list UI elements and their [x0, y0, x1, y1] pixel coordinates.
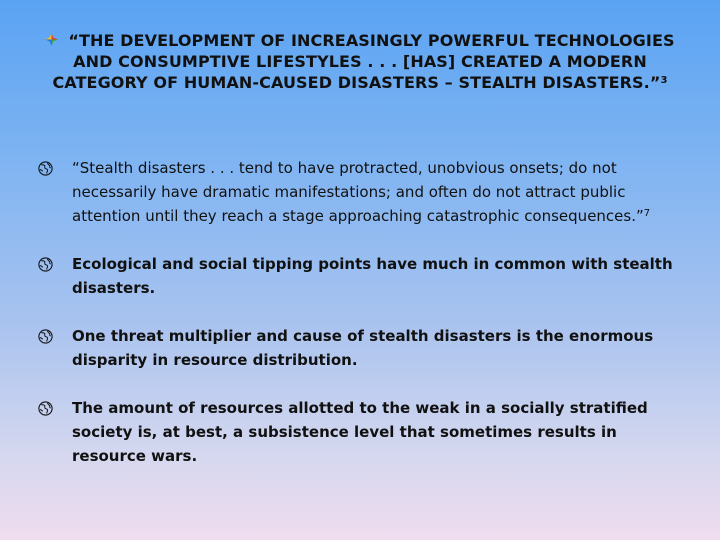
bullet-footnote-1: 7 — [643, 208, 651, 219]
bullet-item-3 — [30, 324, 690, 372]
globe-icon — [38, 257, 53, 272]
bullet-list — [30, 156, 690, 468]
bullet-item-1 — [30, 156, 690, 228]
bullet-text-4: The amount of resources allotted to the weak in a socially stratified society is, at best, a subsistence level that sometimes results in resource wars. — [72, 399, 648, 465]
bullet-item-2 — [30, 252, 690, 300]
bullet-text-3: One threat multiplier and cause of stealth disasters is the enormous disparity in resource distribution. — [72, 327, 654, 369]
slide-title-text: “THE DEVELOPMENT OF INCREASINGLY POWERFUL TECHNOLOGIES AND CONSUMPTIVE LIFESTYLES . . . [HAS] CREATED A MODERN CATEGORY OF HUMAN-CAUSED DISASTERS – STEALTH DISASTERS.” — [52, 31, 675, 92]
bullet-text-1: “Stealth disasters . . . tend to have protracted, unobvious onsets; do not necessarily have dramatic manifestations; and often do not attract public attention until they reach a stage approaching catastrophic consequences.” — [72, 159, 644, 225]
globe-icon — [38, 401, 53, 416]
globe-icon — [38, 161, 53, 176]
four-color-diamond-icon — [45, 33, 58, 46]
bullet-item-4 — [30, 396, 690, 468]
slide-title — [40, 30, 680, 93]
bullet-text — [72, 156, 690, 228]
title-footnote: 3 — [660, 75, 668, 86]
bullet-text-2: Ecological and social tipping points have much in common with stealth disasters. — [72, 255, 673, 297]
globe-icon — [38, 329, 53, 344]
